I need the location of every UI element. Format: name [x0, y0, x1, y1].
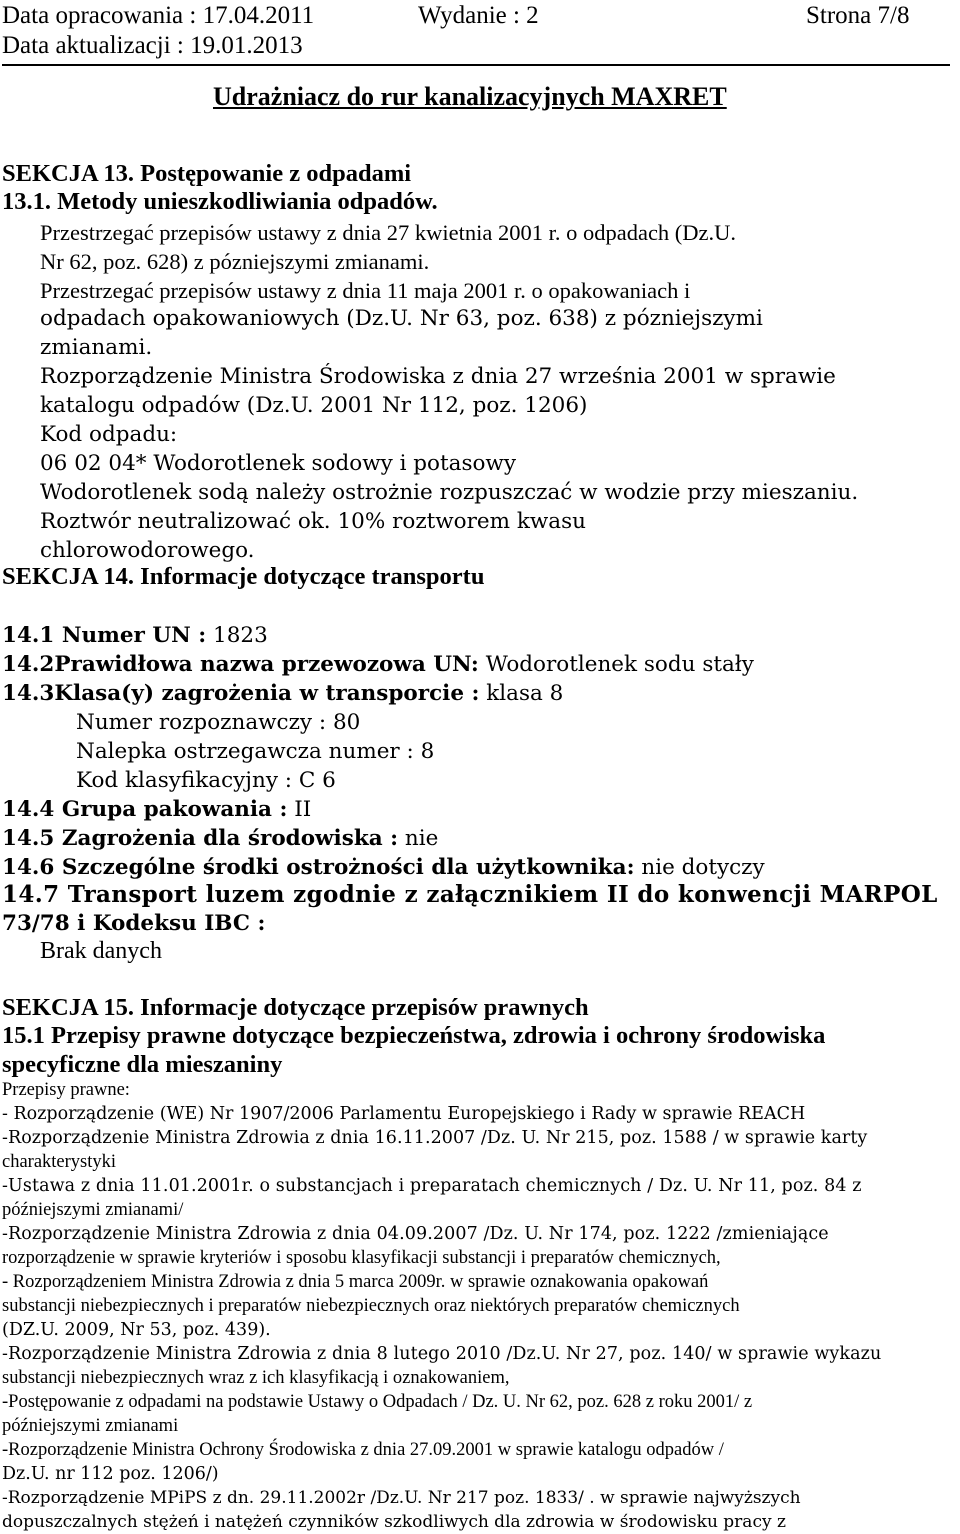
regulation-line: -Ustawa z dnia 11.01.2001r. o substancjach i preparatach chemicznych / Dz. U. Nr 11, poz. 84 z [2, 1176, 862, 1196]
regulation-line: -Rozporządzenie Ministra Ochrony Środowiska z dnia 27.09.2001 w sprawie katalogu odpadów / [2, 1440, 724, 1460]
regulation-line: rozporządzenie w sprawie kryteriów i sposobu klasyfikacji substancji i preparatów chemicznych, [2, 1248, 721, 1268]
page-number: Strona 7/8 [806, 2, 910, 29]
s13-line: Przestrzegać przepisów ustawy z dnia 27 kwietnia 2001 r. o odpadach (Dz.U. [40, 220, 737, 245]
marpol-line-1: 14.7 Transport luzem zgodnie z załącznikiem II do konwencji MARPOL [2, 881, 938, 908]
env-hazard-row [2, 824, 438, 853]
user-precautions-value: nie dotyczy [634, 855, 765, 880]
s13-line: 06 02 04* Wodorotlenek sodowy i potasowy [40, 451, 516, 476]
section-15-heading: SEKCJA 15. Informacje dotyczące przepisów prawnych [2, 994, 589, 1021]
un-number-row [2, 621, 268, 650]
marpol-line-2: 73/78 i Kodeksu IBC : [2, 911, 266, 936]
shipping-name-label: 14.2Prawidłowa nazwa przewozowa UN: [2, 652, 479, 677]
regulation-line: Dz.U. nr 112 poz. 1206/) [2, 1464, 219, 1484]
s13-line: Rozporządzenie Ministra Środowiska z dnia 27 września 2001 w sprawie [40, 364, 836, 389]
regulation-line: - Rozporządzenie (WE) Nr 1907/2006 Parlamentu Europejskiego i Rady w sprawie REACH [2, 1104, 806, 1124]
section-15-1-heading-line1: 15.1 Przepisy prawne dotyczące bezpieczeństwa, zdrowia i ochrony środowiska [2, 1022, 826, 1049]
un-number-value: 1823 [206, 623, 268, 648]
s13-line: Roztwór neutralizować ok. 10% roztworem kwasu [40, 509, 586, 534]
regulation-line: - Rozporządzeniem Ministra Zdrowia z dnia 5 marca 2009r. w sprawie oznakowania opakowań [2, 1272, 709, 1292]
label-number: Nalepka ostrzegawcza numer : 8 [76, 739, 435, 764]
regulation-line: dopuszczalnych stężeń i natężeń czynników szkodliwych dla zdrowia w środowisku pracy z [2, 1512, 786, 1532]
class-code: Kod klasyfikacyjny : C 6 [76, 768, 336, 793]
section-13-1-heading: 13.1. Metody unieszkodliwiania odpadów. [2, 188, 438, 215]
s13-line: Nr 62, poz. 628) z pózniejszymi zmianami. [40, 249, 430, 274]
id-number: Numer rozpoznawczy : 80 [76, 710, 361, 735]
s13-line: Przestrzegać przepisów ustawy z dnia 11 maja 2001 r. o opakowaniach i [40, 278, 691, 303]
s13-line: katalogu odpadów (Dz.U. 2001 Nr 112, poz. 1206) [40, 393, 588, 418]
hazard-class-value: klasa 8 [479, 681, 564, 706]
regulation-line: późniejszymi zmianami [2, 1416, 179, 1436]
date-updated: Data aktualizacji : 19.01.2013 [2, 32, 303, 59]
regulation-line: substancji niebezpiecznych i preparatów niebezpiecznych oraz niektórych preparatów chemicznych [2, 1296, 740, 1316]
s13-line: Kod odpadu: [40, 422, 178, 447]
no-data: Brak danych [40, 938, 162, 964]
regulation-line: -Rozporządzenie Ministra Zdrowia z dnia 16.11.2007 /Dz. U. Nr 215, poz. 1588 / w sprawie karty [2, 1128, 868, 1148]
user-precautions-label: 14.6 Szczególne środki ostrożności dla użytkownika: [2, 855, 635, 880]
env-hazard-value: nie [398, 826, 439, 851]
regulation-line: charakterystyki [2, 1152, 117, 1172]
s13-line: chlorowodorowego. [40, 538, 255, 563]
shipping-name-row [2, 650, 754, 679]
s13-line: zmianami. [40, 335, 153, 360]
section-13-heading: SEKCJA 13. Postępowanie z odpadami [2, 160, 412, 187]
hazard-class-row [2, 679, 563, 708]
regulation-line: substancji niebezpiecznych wraz z ich klasyfikacją i oznakowaniem, [2, 1368, 510, 1388]
section-14-heading: SEKCJA 14. Informacje dotyczące transportu [2, 563, 485, 590]
edition: Wydanie : 2 [418, 2, 539, 29]
header-rule [2, 64, 950, 66]
un-number-label: 14.1 Numer UN : [2, 623, 207, 648]
regulation-line: -Rozporządzenie Ministra Zdrowia z dnia 04.09.2007 /Dz. U. Nr 174, poz. 1222 /zmieniające [2, 1224, 829, 1244]
shipping-name-value: Wodorotlenek sodu stały [478, 652, 754, 677]
regulation-line: -Rozporządzenie Ministra Zdrowia z dnia 8 lutego 2010 /Dz.U. Nr 27, poz. 140/ w sprawie wykazu [2, 1344, 882, 1364]
regulation-line: (DZ.U. 2009, Nr 53, poz. 439). [2, 1320, 271, 1340]
user-precautions-row [2, 853, 765, 882]
env-hazard-label: 14.5 Zagrożenia dla środowiska : [2, 826, 399, 851]
s13-line: Wodorotlenek sodą należy ostrożnie rozpuszczać w wodzie przy mieszaniu. [40, 480, 859, 505]
s13-line: odpadach opakowaniowych (Dz.U. Nr 63, poz. 638) z pózniejszymi [40, 306, 763, 331]
regulations-intro: Przepisy prawne: [2, 1080, 130, 1100]
regulation-line: późniejszymi zmianami/ [2, 1200, 184, 1220]
regulation-line: -Rozporządzenie MPiPS z dn. 29.11.2002r /Dz.U. Nr 217 poz. 1833/ . w sprawie najwyższych [2, 1488, 801, 1508]
regulation-line: -Postępowanie z odpadami na podstawie Ustawy o Odpadach / Dz. U. Nr 62, poz. 628 z roku 2001/ z [2, 1392, 753, 1412]
page-title: Udrażniacz do rur kanalizacyjnych MAXRET [213, 82, 727, 111]
packing-group-row [2, 795, 311, 824]
date-prepared: Data opracowania : 17.04.2011 [2, 2, 315, 29]
section-15-1-heading-line2: specyficzne dla mieszaniny [2, 1051, 283, 1078]
packing-group-label: 14.4 Grupa pakowania : [2, 797, 288, 822]
packing-group-value: II [287, 797, 312, 822]
hazard-class-label: 14.3Klasa(y) zagrożenia w transporcie : [2, 681, 480, 706]
